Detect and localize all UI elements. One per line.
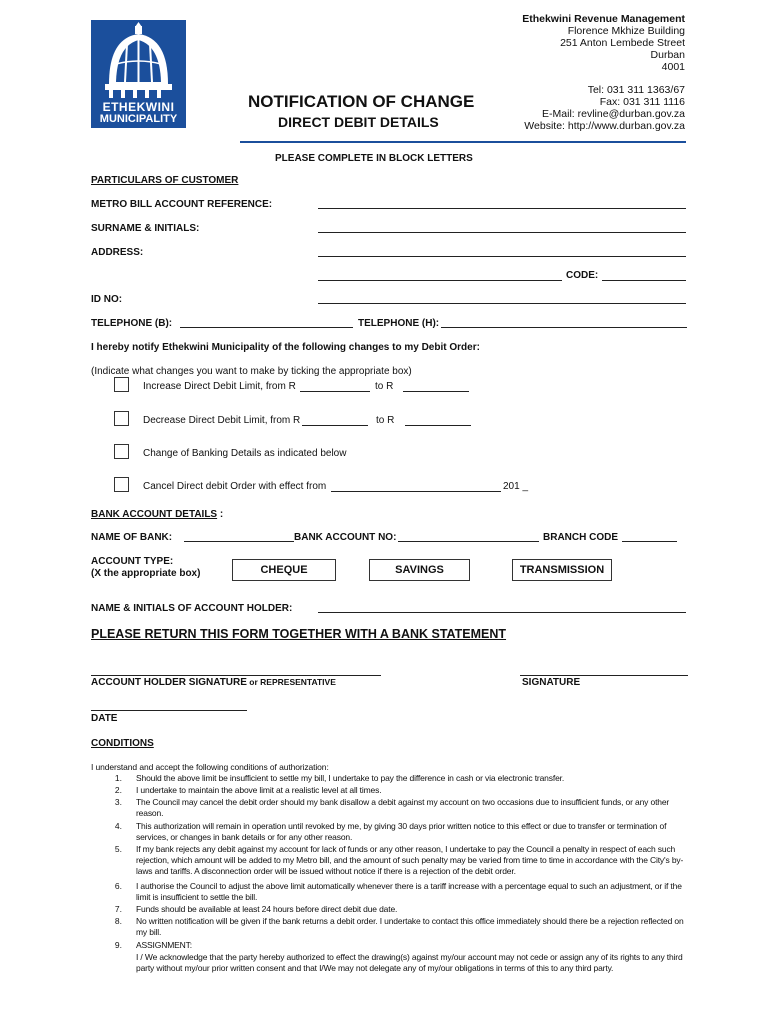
website: Website: http://www.durban.gov.za: [524, 120, 685, 132]
code-field[interactable]: [602, 280, 686, 281]
tel-b-field[interactable]: [180, 327, 353, 328]
account-type-label-2: (X the appropriate box): [91, 568, 201, 579]
holder-signature-label: [91, 677, 336, 688]
email: E-Mail: revline@durban.gov.za: [542, 108, 685, 120]
postal-code: 4001: [661, 61, 685, 73]
cancel-label-a: Cancel Direct debit Order with effect from: [143, 481, 327, 492]
code-label: CODE:: [566, 270, 599, 281]
cond-num: 8.: [114, 916, 122, 926]
surname-label: SURNAME & INITIALS:: [91, 223, 200, 234]
customer-heading: PARTICULARS OF CUSTOMER: [91, 175, 239, 186]
indicate-text: (Indicate what changes you want to make by ticking the appropriate box): [91, 366, 412, 377]
banking-label: Change of Banking Details as indicated below: [143, 448, 347, 459]
decrease-to-field[interactable]: [405, 425, 471, 426]
cond-num: 2.: [114, 785, 122, 795]
increase-label-a: Increase Direct Debit Limit, from R: [143, 381, 296, 392]
cond-num: 3.: [114, 797, 122, 807]
instruction: PLEASE COMPLETE IN BLOCK LETTERS: [275, 153, 473, 164]
header-rule: [240, 141, 686, 143]
account-ref-label: METRO BILL ACCOUNT REFERENCE:: [91, 199, 273, 210]
surname-field[interactable]: [318, 232, 686, 233]
signature-field[interactable]: [520, 675, 688, 676]
conditions-intro: I understand and accept the following conditions of authorization:: [91, 762, 329, 772]
address-field-2[interactable]: [318, 280, 562, 281]
branch-code-field[interactable]: [622, 541, 677, 542]
bank-name-label: NAME OF BANK:: [91, 532, 173, 543]
logo-line1: ETHEKWINI: [102, 100, 175, 114]
cond-text: Should the above limit be insufficient to settle my bill, I undertake to pay the difference in cash or via electronic transfer.: [136, 773, 565, 783]
address-block: [522, 13, 685, 73]
cond-num: 9.: [114, 940, 122, 950]
cond-num: 6.: [114, 881, 122, 891]
cond-text: I undertake to maintain the above limit at a realistic level at all times.: [136, 785, 382, 795]
form-subtitle: DIRECT DEBIT DETAILS: [278, 114, 439, 130]
transmission-option[interactable]: TRANSMISSION: [512, 559, 612, 581]
contact-block: [524, 84, 685, 132]
date-field[interactable]: [91, 710, 247, 711]
fax: Fax: 031 311 1116: [599, 96, 685, 108]
bank-heading: [91, 509, 223, 520]
conditions-heading: CONDITIONS: [91, 738, 154, 749]
tel-h-field[interactable]: [441, 327, 687, 328]
id-field[interactable]: [318, 303, 686, 304]
bank-heading-colon: :: [219, 509, 224, 520]
cond-num: 5.: [114, 844, 122, 854]
city: Durban: [650, 49, 685, 61]
increase-to-field[interactable]: [403, 391, 469, 392]
dome-icon: [91, 20, 186, 100]
cancel-checkbox[interactable]: [114, 477, 129, 492]
decrease-label-b: to R: [376, 415, 395, 426]
cond-text: The Council may cancel the debit order should my bank disallow a debit against my account on two occasions due to insufficient funds, or any other reason.: [136, 797, 670, 818]
tel: Tel: 031 311 1363/67: [587, 84, 685, 96]
cond-num: 7.: [114, 904, 122, 914]
or-rep-text: or REPRESENTATIVE: [246, 677, 336, 687]
cond-text: No written notification will be given if the bank returns a debit order. I undertake to contact this office immediately should there be a rejection reflected on my bill.: [136, 916, 684, 937]
holder-signature-field[interactable]: [91, 675, 381, 676]
bank-name-field[interactable]: [184, 541, 294, 542]
logo-line2: MUNICIPALITY: [99, 113, 178, 125]
decrease-from-field[interactable]: [302, 425, 368, 426]
increase-label-b: to R: [375, 381, 394, 392]
cond-text: I authorise the Council to adjust the above limit automatically whenever there is a tariff increase with a percentage equal to such an adjustment, or if the limit is insufficient to settle the bill.: [136, 881, 682, 902]
tel-h-label: TELEPHONE (H):: [358, 318, 440, 329]
cancel-date-field[interactable]: [331, 491, 501, 492]
bank-heading-text: BANK ACCOUNT DETAILS: [91, 509, 218, 520]
cancel-label-b: 201 _: [503, 481, 529, 492]
notify-text: I hereby notify Ethekwini Municipality of the following changes to my Debit Order:: [91, 342, 480, 353]
cond-num: 1.: [114, 773, 122, 783]
tel-b-label: TELEPHONE (B):: [91, 318, 173, 329]
cond-text: This authorization will remain in operation until revoked by me, by giving 30 days prior written notice to this effect or due to transfer or termination of services, or changes in bank details or for any other reason.: [136, 821, 667, 842]
savings-option[interactable]: SAVINGS: [369, 559, 470, 581]
address-field-1[interactable]: [318, 256, 686, 257]
assignment-text: I / We acknowledge that the party hereby authorized to effect the drawing(s) against my/our account may not cede or assign any of its rights to any third party without my/our prior written consent and that I/We may not delegate any of my/our obligations in terms of this to any third party.: [136, 952, 683, 973]
bank-account-field[interactable]: [398, 541, 539, 542]
increase-checkbox[interactable]: [114, 377, 129, 392]
form-title: NOTIFICATION OF CHANGE: [248, 92, 475, 111]
decrease-label-a: Decrease Direct Debit Limit, from R: [143, 415, 301, 426]
cond-text: If my bank rejects any debit against my account for lack of funds or any other reason, I undertake to pay the Council a penalty in respect of each such rejection, which amount will be added to my Metro bill, and the amount of such penalty may be varied from time to time in accordance with the City's by-laws and tariffs. A disconnection order will be issued without notice if there is a rejection of the debit order.: [136, 844, 684, 876]
address-label: ADDRESS:: [91, 247, 144, 258]
cond-text: Funds should be available at least 24 hours before direct debit due date.: [136, 904, 398, 914]
date-label: DATE: [91, 713, 118, 724]
holder-field[interactable]: [318, 612, 686, 613]
branch-code-label: BRANCH CODE: [543, 532, 618, 543]
account-ref-field[interactable]: [318, 208, 686, 209]
holder-label: NAME & INITIALS OF ACCOUNT HOLDER:: [91, 603, 293, 614]
return-note: PLEASE RETURN THIS FORM TOGETHER WITH A BANK STATEMENT: [91, 627, 507, 641]
municipality-logo: [91, 20, 186, 128]
holder-sig-text: ACCOUNT HOLDER SIGNATURE: [91, 677, 247, 688]
bank-account-label: BANK ACCOUNT NO:: [294, 532, 397, 543]
org-name: Ethekwini Revenue Management: [522, 13, 685, 25]
banking-checkbox[interactable]: [114, 444, 129, 459]
decrease-checkbox[interactable]: [114, 411, 129, 426]
building: Florence Mkhize Building: [567, 25, 685, 37]
account-type-label-1: ACCOUNT TYPE:: [91, 556, 174, 567]
cond-num: 4.: [114, 821, 122, 831]
increase-from-field[interactable]: [300, 391, 370, 392]
signature-label: SIGNATURE: [522, 677, 581, 688]
id-label: ID NO:: [91, 294, 123, 305]
cond-text: ASSIGNMENT:: [136, 940, 192, 950]
street: 251 Anton Lembede Street: [560, 37, 685, 49]
cheque-option[interactable]: CHEQUE: [232, 559, 336, 581]
